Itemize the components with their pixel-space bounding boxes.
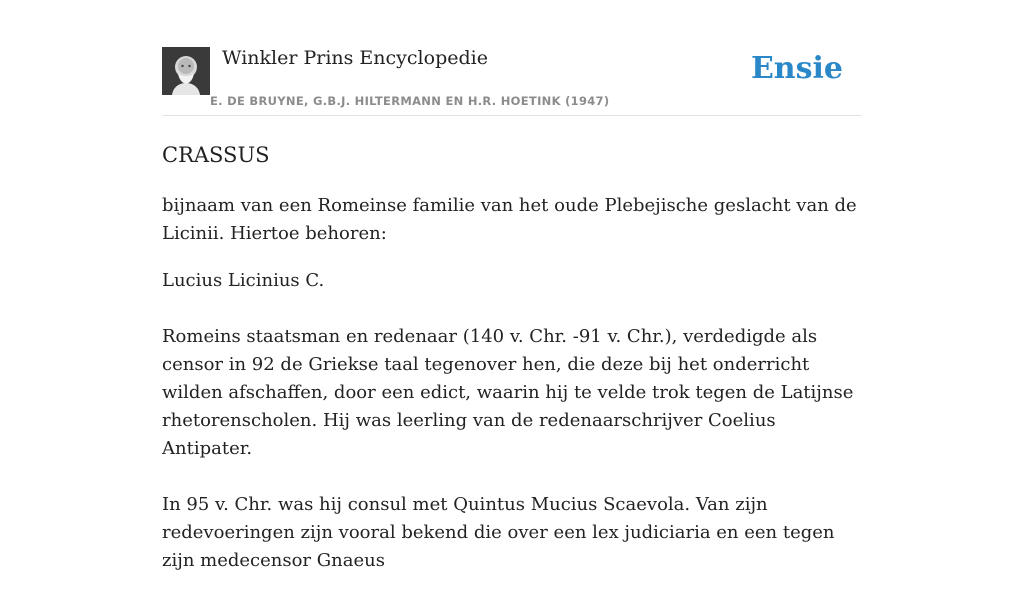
source-authors: E. DE BRUYNE, G.B.J. HILTERMANN EN H.R. HOETINK (1947): [210, 94, 610, 108]
paragraph: bijnaam van een Romeinse familie van het oude Plebejische geslacht van de Licinii. Hiertoe behoren:: [162, 195, 857, 244]
paragraph: In 95 v. Chr. was hij consul met Quintus Mucius Scaevola. Van zijn redevoeringen zijn vooral bekend die over een lex judiciaria en een tegen zijn medecensor Gnaeus: [162, 494, 835, 571]
article-page: [162, 0, 862, 571]
paragraph: Lucius Licinius C.: [162, 270, 325, 291]
article-body: [162, 192, 862, 594]
author-portrait-icon[interactable]: [162, 47, 210, 95]
source-title[interactable]: Winkler Prins Encyclopedie: [222, 47, 488, 69]
ensie-logo-link[interactable]: Ensie: [750, 51, 843, 86]
lemma-title: CRASSUS: [162, 143, 270, 167]
source-header: [162, 0, 862, 116]
paragraph: Romeins staatsman en redenaar (140 v. Chr. -91 v. Chr.), verdedigde als censor in 92 de Griekse taal tegenover hen, die deze bij het onderricht wilden afschaffen, door een edict, waarin hij te velde trok tegen de Latijnse rhetorenscholen. Hij was leerling van de redenaarschrijver Coelius Antipater.: [162, 326, 854, 459]
